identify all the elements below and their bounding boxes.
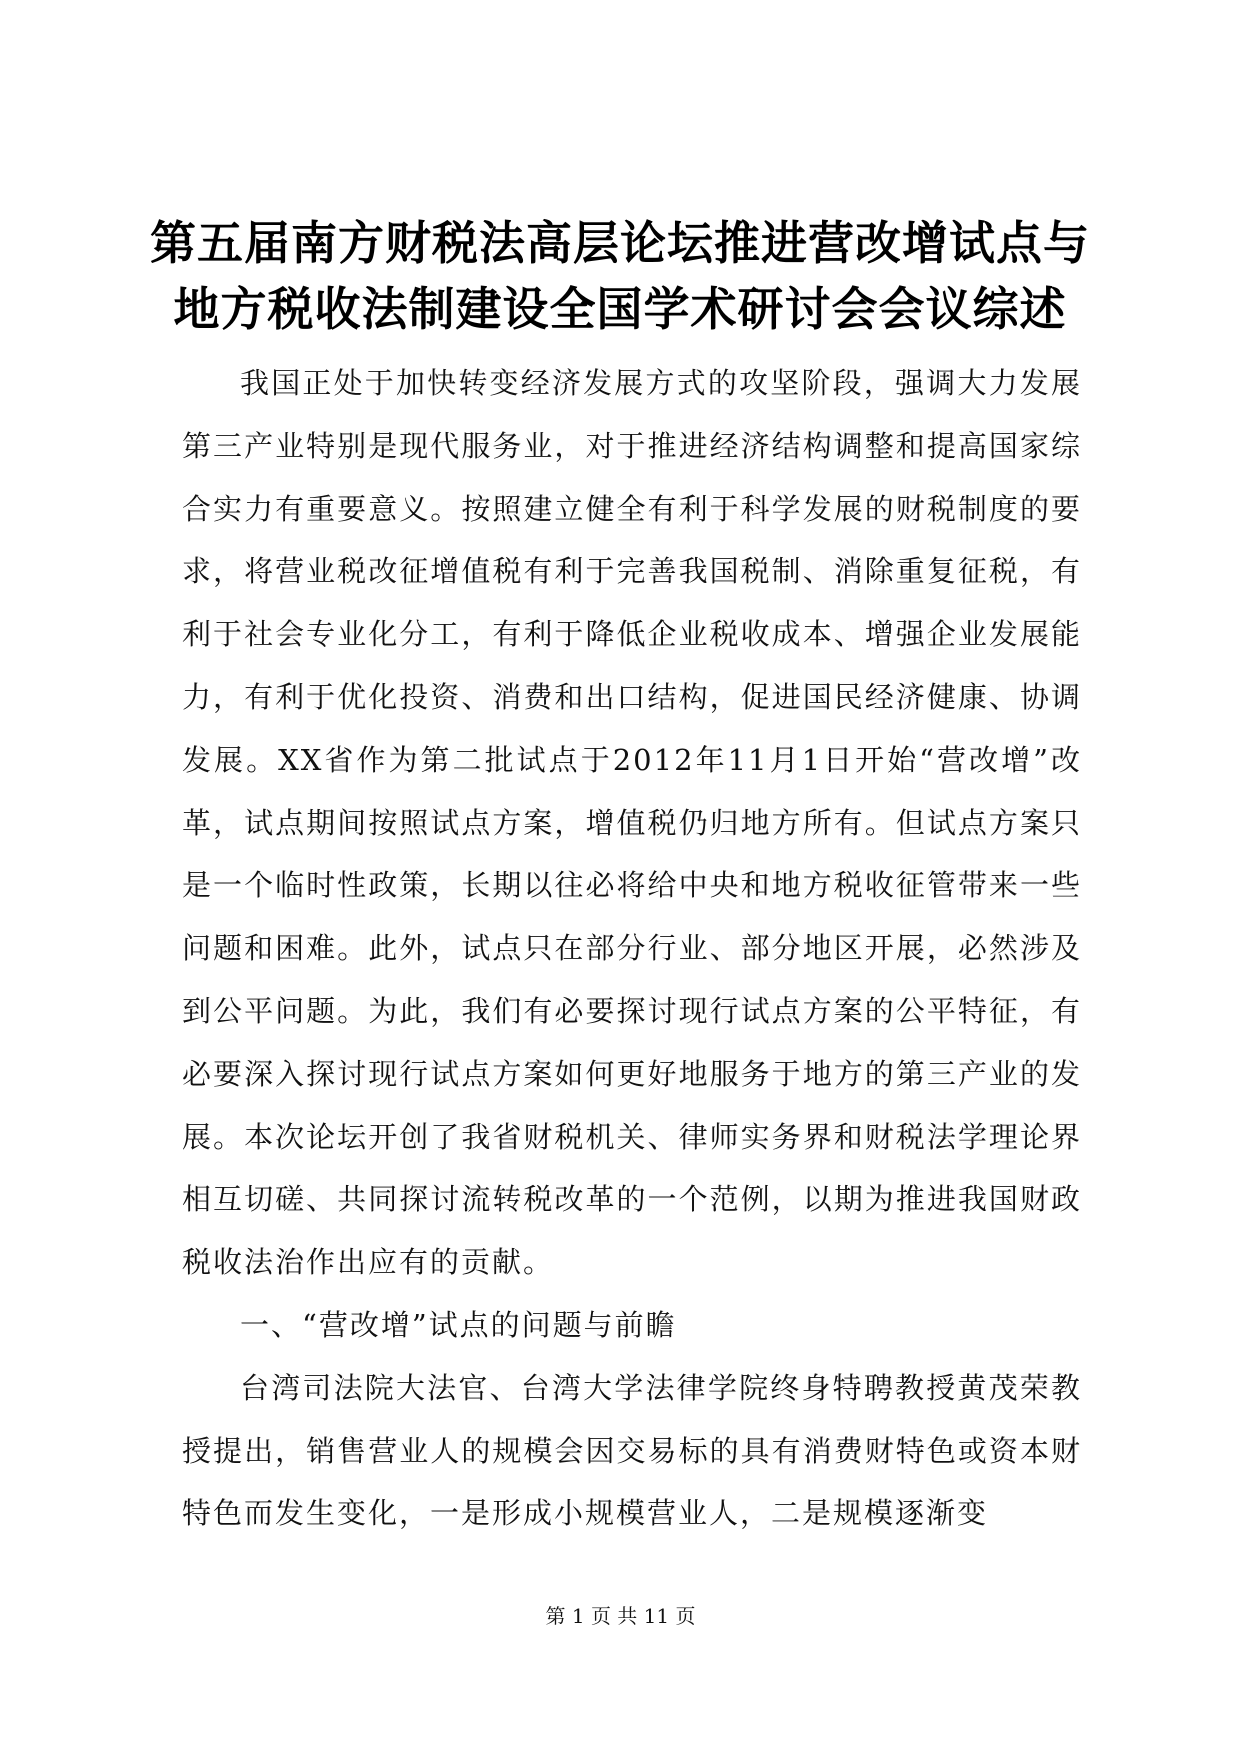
page-footer: 第 1 页 共 11 页 [545,1604,696,1628]
section-paragraph: 台湾司法院大法官、台湾大学法律学院终身特聘教授黄茂荣教授提出，销售营业人的规模会因交易标的具有消费财特色或资本财特色而发生变化，一是形成小规模营业人，二是规模逐渐变 [182,1370,1082,1531]
title-line-2: 地方税收法制建设全国学术研讨会会议综述 [173,282,1067,336]
section-heading: 一、“营改增”试点的问题与前瞻 [240,1307,677,1342]
intro-paragraph: 我国正处于加快转变经济发展方式的攻坚阶段，强调大力发展第三产业特别是现代服务业，对于推进经济结构调整和提高国家综合实力有重要意义。按照建立健全有利于科学发展的财税制度的要求，将营业税改征增值税有利于完善我国税制、消除重复征税，有利于社会专业化分工，有利于降低企业税收成本、增强企业发展能力，有利于优化投资、消费和出口结构，促进国民经济健康、协调发展。XX省作为第二批试点于2012年11月1日开始“营改增”改革，试点期间按照试点方案，增值税仍归地方所有。但试点方案只是一个临时性政策，长期以往必将给中央和地方税收征管带来一些问题和困难。此外，试点只在部分行业、部分地区开展，必然涉及到公平问题。为此，我们有必要探讨现行试点方案的公平特征，有必要深入探讨现行试点方案如何更好地服务于地方的第三产业的发展。本次论坛开创了我省财税机关、律师实务界和财税法学理论界相互切磋、共同探讨流转税改革的一个范例，以期为推进我国财政税收法治作出应有的贡献。 [182,366,1082,1280]
document-body [182,352,1082,1545]
document-title [140,210,1100,342]
title-line-1: 第五届南方财税法高层论坛推进营改增试点与 [150,216,1090,270]
